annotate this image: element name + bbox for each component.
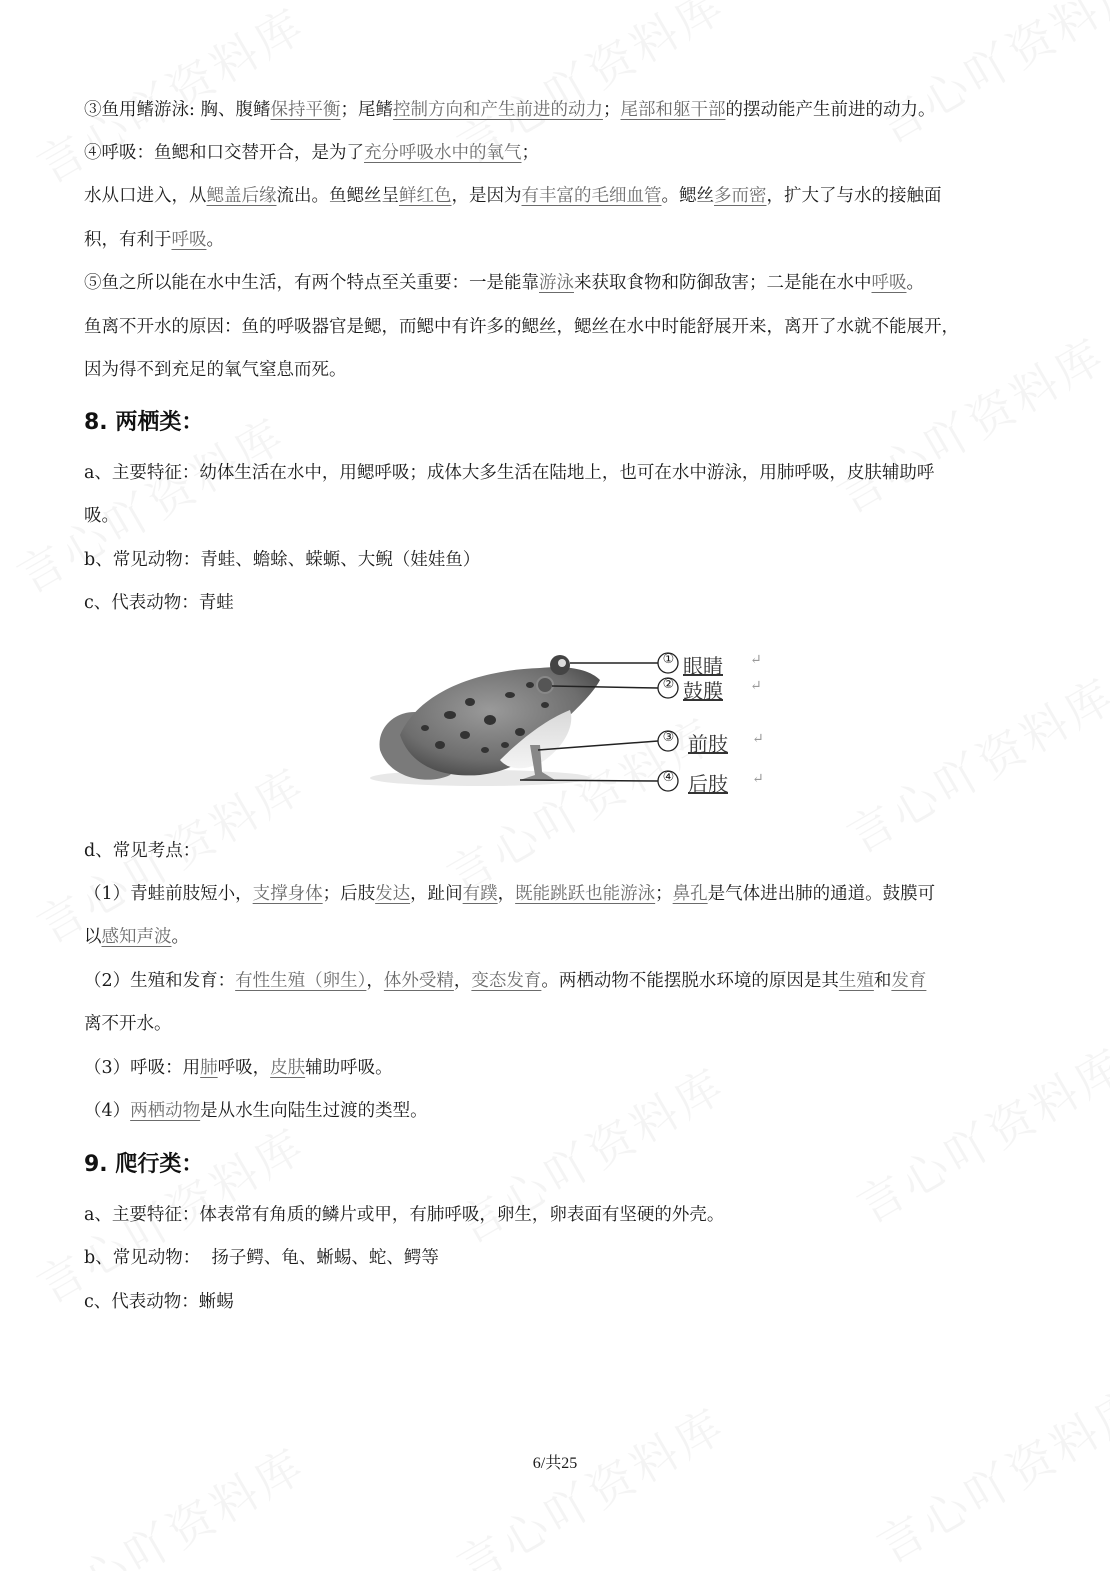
amphibian-representative-line: c、代表动物：青蛙 [84, 593, 234, 613]
fish-swim-line: ③鱼用鳍游泳: 胸、腹鳍保持平衡；尾鳍控制方向和产生前进的动力；尾部和躯干部的摆动能产生前进的动力。 [84, 100, 936, 120]
fish-water-line: 因为得不到充足的氧气窒息而死。 [84, 360, 347, 380]
fish-water-line: 鱼离不开水的原因：鱼的呼吸器官是鳃，而鳃中有许多的鳃丝，鳃丝在水中时能舒展开来，离开了水就不能展开， [84, 317, 959, 337]
amphibian-common-line: b、常见动物：青蛙、蟾蜍、蝾螈、大鲵（娃娃鱼） [84, 550, 481, 570]
return-mark-icon: ↵ [750, 678, 762, 694]
figure-label-number: ② [662, 677, 675, 692]
watermark [834, 659, 1110, 866]
return-mark-icon: ↵ [752, 771, 764, 787]
reptile-representative-line: c、代表动物：蜥蜴 [84, 1292, 234, 1312]
section-heading-amphibian: 8. 两栖类： [84, 410, 204, 435]
page-number: 6/共25 [532, 1455, 578, 1472]
return-mark-icon: ↵ [752, 731, 764, 747]
amphibian-point-4: （4）两栖动物是从水生向陆生过渡的类型。 [84, 1101, 428, 1121]
frog-figure [370, 640, 770, 815]
reptile-feature-line: a、主要特征：体表常有角质的鳞片或甲，有肺呼吸，卵生，卵表面有坚硬的外壳。 [84, 1205, 725, 1225]
amphibian-point-3: （3）呼吸：用肺呼吸，皮肤辅助呼吸。 [84, 1058, 393, 1078]
figure-label-eye: 眼睛 [683, 654, 723, 678]
figure-label-number: ④ [662, 770, 675, 785]
section-heading-reptile: 9. 爬行类： [84, 1152, 204, 1177]
amphibian-feature-line: 吸。 [84, 506, 119, 526]
reptile-common-line: b、常见动物： 扬子鳄、龟、蜥蜴、蛇、鳄等 [84, 1248, 439, 1268]
fish-breath-line: 积，有利于呼吸。 [84, 230, 224, 250]
amphibian-feature-line: a、主要特征：幼体生活在水中，用鳃呼吸；成体大多生活在陆地上，也可在水中游泳，用肺呼吸，皮肤辅助呼 [84, 463, 935, 483]
fish-breath-line: 水从口进入，从鳃盖后缘流出。鱼鳃丝呈鲜红色，是因为有丰富的毛细血管。鳃丝多而密，扩大了与水的接触面 [84, 186, 942, 206]
figure-label-forelimb: 前肢 [688, 732, 728, 756]
amphibian-point-1-cont: 以感知声波。 [84, 927, 189, 947]
fish-life-line: ⑤鱼之所以能在水中生活，有两个特点至关重要：一是能靠游泳来获取食物和防御敌害；二是能在水中呼吸。 [84, 273, 924, 293]
figure-label-number: ① [662, 652, 675, 667]
fish-breath-line: ④呼吸：鱼鳃和口交替开合，是为了充分呼吸水中的氧气； [84, 143, 539, 163]
amphibian-point-2: （2）生殖和发育：有性生殖（卵生），体外受精，变态发育。两栖动物不能摆脱水环境的原因是其生殖和发育 [84, 971, 927, 991]
amphibian-point-1: （1）青蛙前肢短小，支撑身体；后肢发达，趾间有蹼，既能跳跃也能游泳；鼻孔是气体进出肺的通道。鼓膜可 [84, 884, 936, 904]
watermark [824, 319, 1110, 526]
figure-label-tympanum: 鼓膜 [683, 679, 723, 703]
amphibian-points-heading: d、常见考点： [84, 841, 201, 861]
figure-label-number: ③ [662, 730, 675, 745]
watermark [864, 0, 1110, 157]
watermark [444, 1389, 737, 1571]
amphibian-point-2-cont: 离不开水。 [84, 1014, 172, 1034]
return-mark-icon: ↵ [750, 652, 762, 668]
figure-label-hindlimb: 后肢 [688, 772, 728, 796]
